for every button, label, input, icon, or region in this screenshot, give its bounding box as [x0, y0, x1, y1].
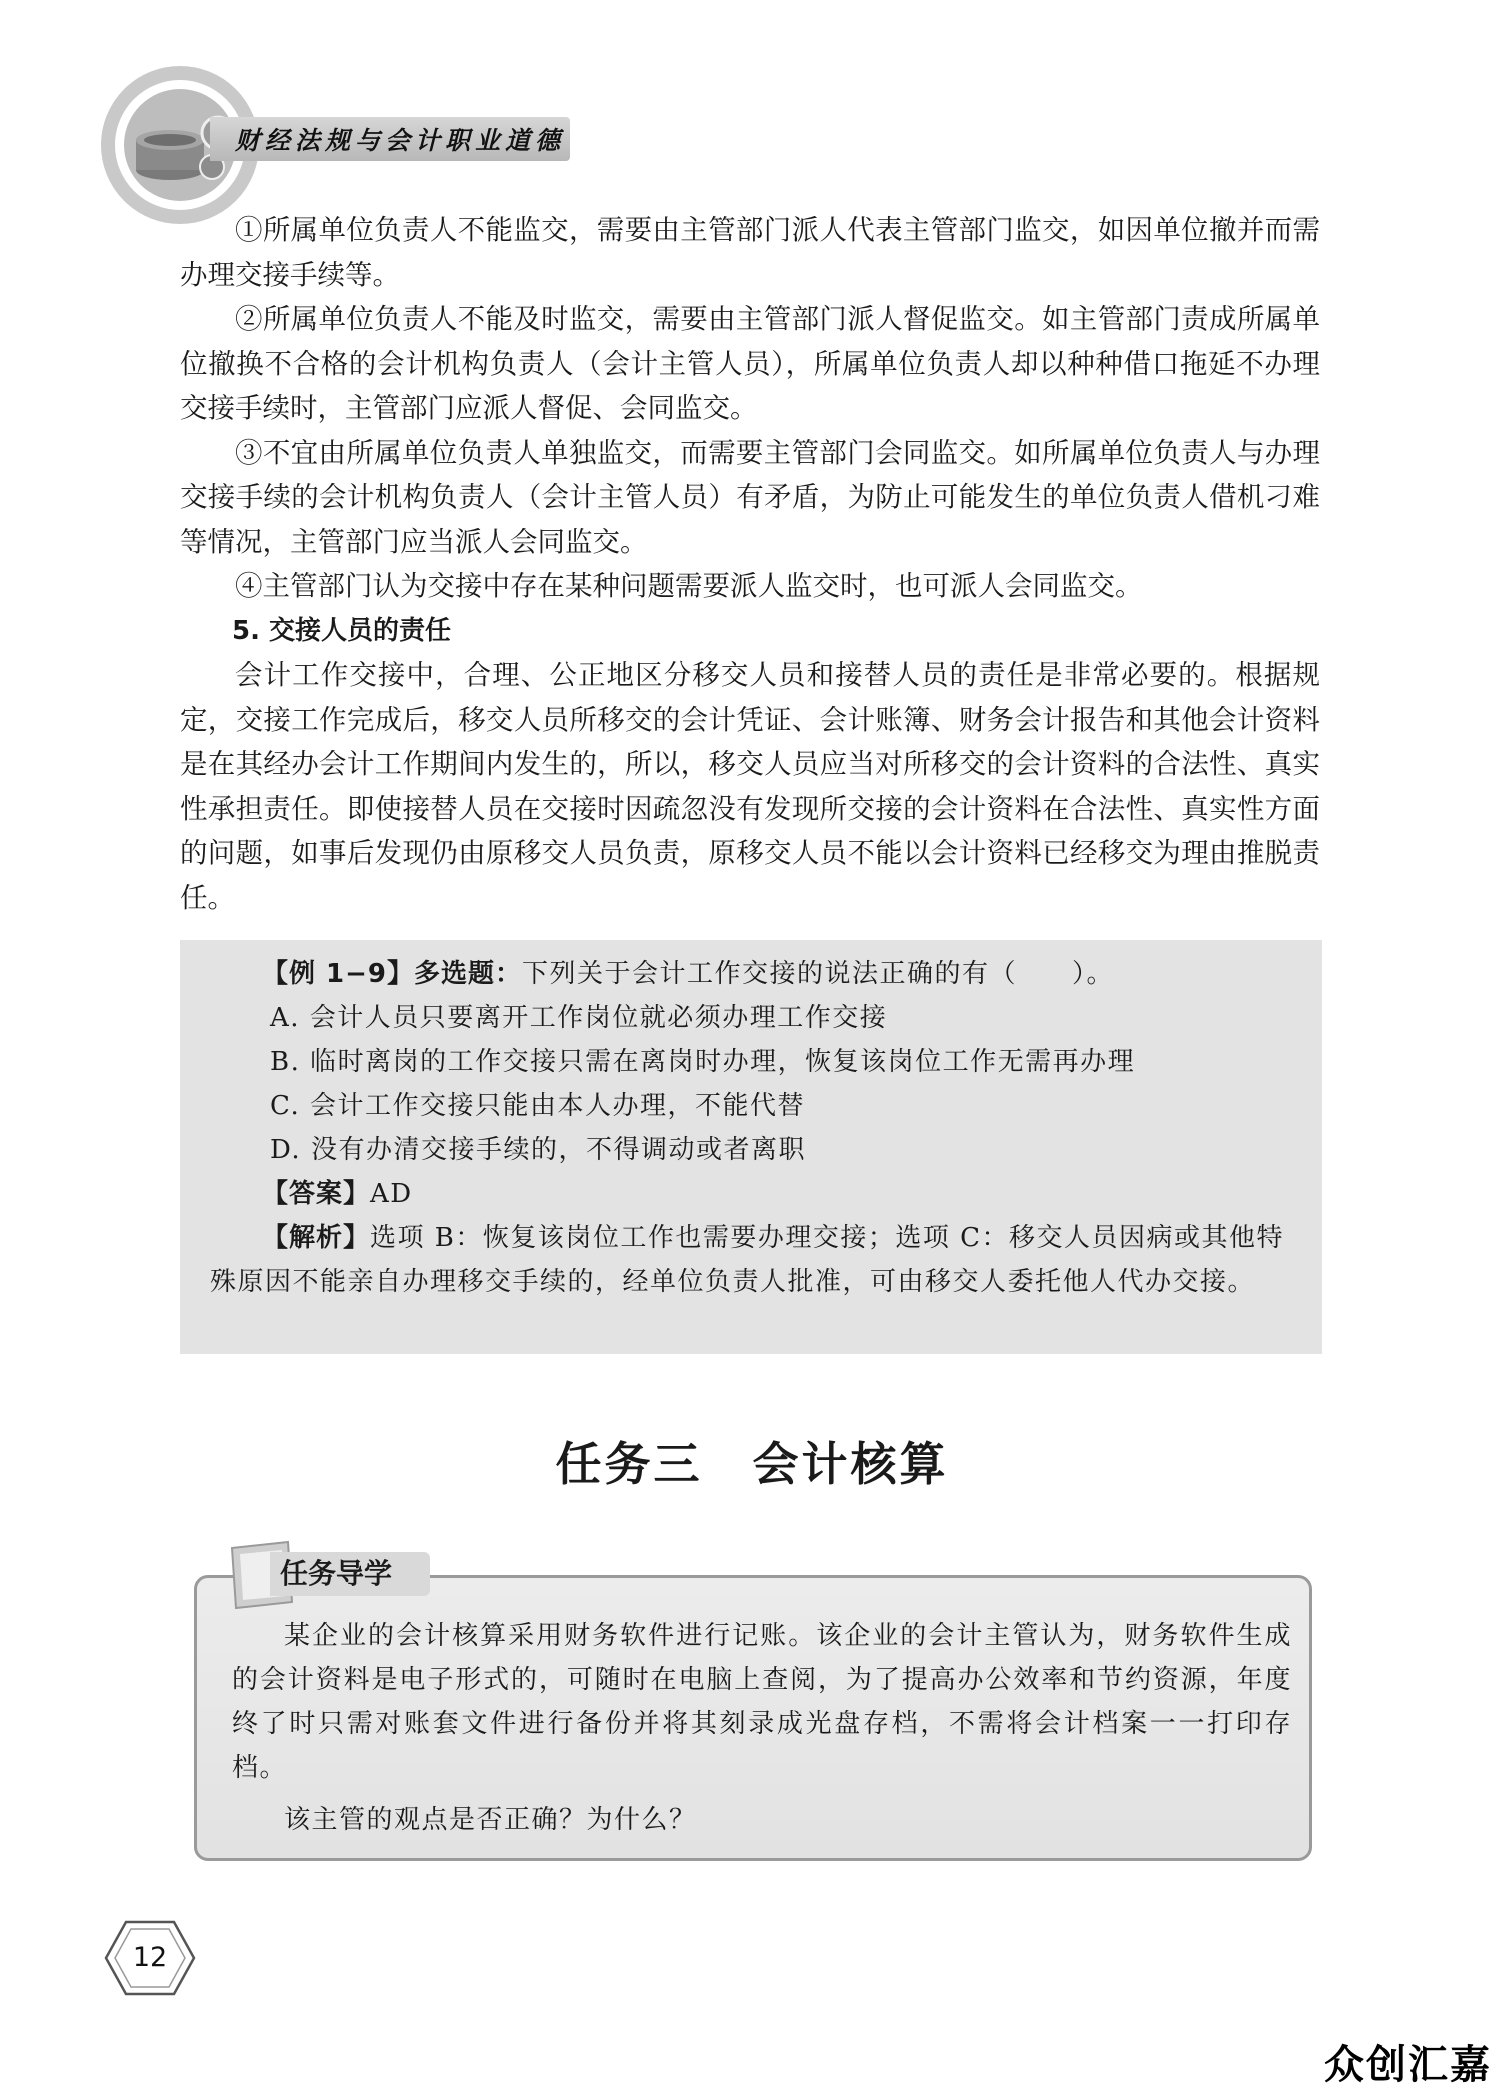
option-d: D. 没有办清交接手续的，不得调动或者离职 [270, 1135, 806, 1165]
task-guide-label: 任务导学 [270, 1552, 430, 1596]
example-type: 多选题： [414, 959, 523, 989]
answer-label: 【答案】 [262, 1179, 371, 1209]
page-number-badge [104, 1918, 196, 1998]
answer-value: AD [370, 1179, 413, 1209]
body-text [180, 208, 1320, 920]
book-title: 财经法规与会计职业道德 [235, 126, 566, 155]
paragraph: 会计工作交接中，合理、公正地区分移交人员和接替人员的责任是非常必要的。根据规定，交接工作完成后，移交人员所移交的会计凭证、会计账簿、财务会计报告和其他会计资料是在其经办会计工作期间内发生的，所以，移交人员应当对所移交的会计资料的合法性、真实性承担责任。即使接替人员在交接时因疏忽没有发现所交接的会计资料在合法性、真实性方面的问题，如事后发现仍由原移交人员负责，原移交人员不能以会计资料已经移交为理由推脱责任。 [180, 659, 1320, 914]
section-title-part2: 会计核算 [752, 1437, 949, 1491]
example-question-line [210, 952, 1290, 996]
task-guide-text [232, 1614, 1292, 1842]
example-content [210, 952, 1290, 1304]
example-question: 下列关于会计工作交接的说法正确的有（ ）。 [522, 959, 1115, 989]
analysis-label: 【解析】 [262, 1223, 371, 1253]
watermark-text: 众创汇嘉 [1324, 2042, 1492, 2088]
section-title [0, 1428, 1504, 1494]
analysis-line [210, 1216, 1290, 1304]
section-title-part1: 任务三 [555, 1437, 703, 1491]
paragraph: ③不宜由所属单位负责人单独监交，而需要主管部门会同监交。如所属单位负责人与办理交接手续的会计机构负责人（会计主管人员）有矛盾，为防止可能发生的单位负责人借机刁难等情况，主管部门应当派人会同监交。 [180, 436, 1320, 558]
example-tag: 【例 1−9】 [262, 959, 415, 989]
page-header [100, 55, 600, 225]
page-number: 12 [132, 1942, 168, 1973]
analysis-text: 选项 B：恢复该岗位工作也需要办理交接；选项 C：移交人员因病或其他特殊原因不能亲自办理移交手续的，经单位负责人批准，可由移交人委托他人代办交接。 [210, 1223, 1285, 1297]
paragraph: ④主管部门认为交接中存在某种问题需要派人监交时，也可派人会同监交。 [235, 570, 1143, 602]
guide-paragraph: 某企业的会计核算采用财务软件进行记账。该企业的会计主管认为，财务软件生成的会计资料是电子形式的，可随时在电脑上查阅，为了提高办公效率和节约资源，年度终了时只需对账套文件进行备份并将其刻录成光盘存档，不需将会计档案一一打印存档。 [232, 1621, 1292, 1783]
option-c: C. 会计工作交接只能由本人办理，不能代替 [270, 1091, 805, 1121]
example-box [180, 940, 1322, 1354]
subheading: 5. 交接人员的责任 [232, 615, 452, 646]
guide-question: 该主管的观点是否正确？为什么？ [284, 1805, 697, 1835]
paragraph: ①所属单位负责人不能监交，需要由主管部门派人代表主管部门监交，如因单位撤并而需办理交接手续等。 [180, 214, 1320, 291]
answer-line [210, 1172, 1290, 1216]
paragraph: ②所属单位负责人不能及时监交，需要由主管部门派人督促监交。如主管部门责成所属单位撤换不合格的会计机构负责人（会计主管人员），所属单位负责人却以种种借口拖延不办理交接手续时，主管部门应派人督促、会同监交。 [180, 303, 1320, 424]
option-b: B. 临时离岗的工作交接只需在离岗时办理，恢复该岗位工作无需再办理 [270, 1047, 1136, 1077]
option-a: A. 会计人员只要离开工作岗位就必须办理工作交接 [270, 1003, 888, 1033]
